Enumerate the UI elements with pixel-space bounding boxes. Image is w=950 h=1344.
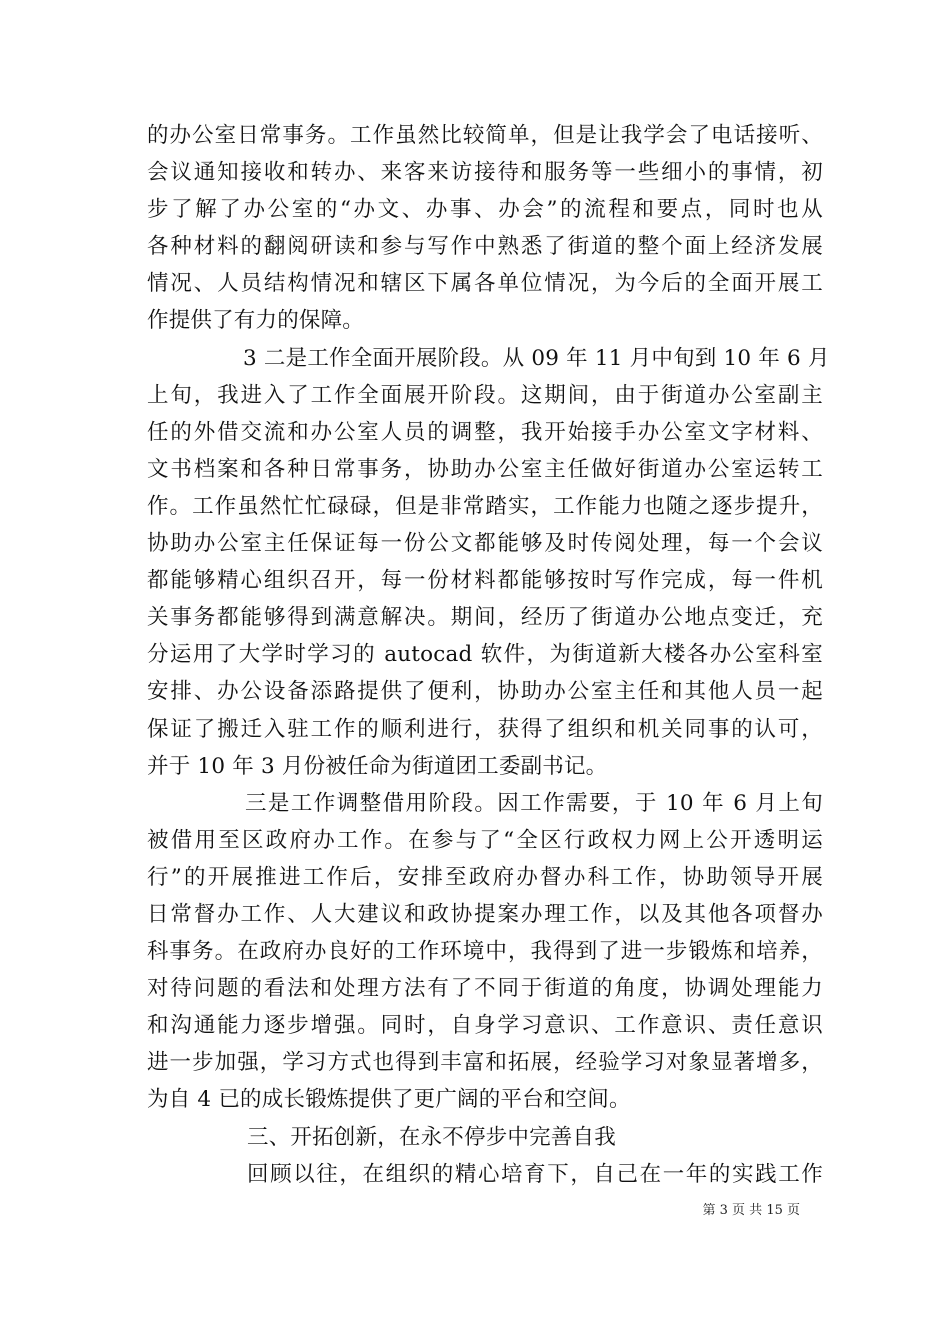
text-line: 协助办公室主任保证每一份公文都能够及时传阅处理，每一个会议 xyxy=(147,531,823,557)
text-line: 分运用了大学时学习的 autocad 软件，为街道新大楼各办公室科室 xyxy=(147,642,823,668)
paragraph-start: 3 二是工作全面开展阶段。从 09 年 11 月中旬到 10 年 6 月 xyxy=(243,345,830,371)
text-line: 上旬，我进入了工作全面展开阶段。这期间，由于街道办公室副主 xyxy=(147,382,823,408)
paragraph-start: 三是工作调整借用阶段。因工作需要，于 10 年 6 月上旬 xyxy=(245,790,823,816)
text-line: 文书档案和各种日常事务，协助办公室主任做好街道办公室运转工 xyxy=(147,456,823,482)
text-line: 关事务都能够得到满意解决。期间，经历了街道办公地点变迁，充 xyxy=(147,605,823,631)
text-line: 作提供了有力的保障。 xyxy=(147,308,365,334)
text-line: 被借用至区政府办工作。在参与了“全区行政权力网上公开透明运 xyxy=(147,827,823,853)
text-line: 安排、办公设备添路提供了便利，协助办公室主任和其他人员一起 xyxy=(147,679,823,705)
section-heading: 三、开拓创新，在永不停步中完善自我 xyxy=(247,1124,616,1150)
text-line: 情况、人员结构情况和辖区下属各单位情况，为今后的全面开展工 xyxy=(147,271,823,297)
body-text xyxy=(147,117,830,1193)
text-line: 并于 10 年 3 月份被任命为街道团工委副书记。 xyxy=(147,753,608,779)
text-line: 进一步加强，学习方式也得到丰富和拓展，经验学习对象显著增多， xyxy=(147,1050,823,1076)
text-line: 行”的开展推进工作后，安排至政府办督办科工作，协助领导开展 xyxy=(147,864,823,890)
text-line: 的办公室日常事务。工作虽然比较简单，但是让我学会了电话接听、 xyxy=(147,123,823,148)
paragraph-start: 回顾以往，在组织的精心培育下，自己在一年的实践工作 xyxy=(247,1161,823,1187)
text-line: 为自 4 已的成长锻炼提供了更广阔的平台和空间。 xyxy=(147,1087,631,1113)
text-line: 任的外借交流和办公室人员的调整，我开始接手办公室文字材料、 xyxy=(147,419,823,445)
text-line: 各种材料的翻阅研读和参与写作中熟悉了街道的整个面上经济发展 xyxy=(147,234,823,260)
page-number: 第 3 页 共 15 页 xyxy=(702,1203,800,1218)
text-line: 会议通知接收和转办、来客来访接待和服务等一些细小的事情，初 xyxy=(147,160,823,186)
text-line: 对待问题的看法和处理方法有了不同于街道的角度，协调处理能力 xyxy=(147,976,823,1002)
text-line: 作。工作虽然忙忙碌碌，但是非常踏实，工作能力也随之逐步提升， xyxy=(147,493,823,519)
text-line: 和沟通能力逐步增强。同时，自身学习意识、工作意识、责任意识 xyxy=(147,1013,823,1039)
text-line: 都能够精心组织召开，每一份材料都能够按时写作完成，每一件机 xyxy=(147,568,823,594)
text-line: 日常督办工作、人大建议和政协提案办理工作，以及其他各项督办 xyxy=(147,901,823,927)
text-line: 科事务。在政府办良好的工作环境中，我得到了进一步锻炼和培养， xyxy=(147,939,823,965)
text-line: 步了解了办公室的“办文、办事、办会”的流程和要点，同时也从 xyxy=(147,197,823,223)
text-line: 保证了搬迁入驻工作的顺利进行，获得了组织和机关同事的认可， xyxy=(147,716,823,742)
